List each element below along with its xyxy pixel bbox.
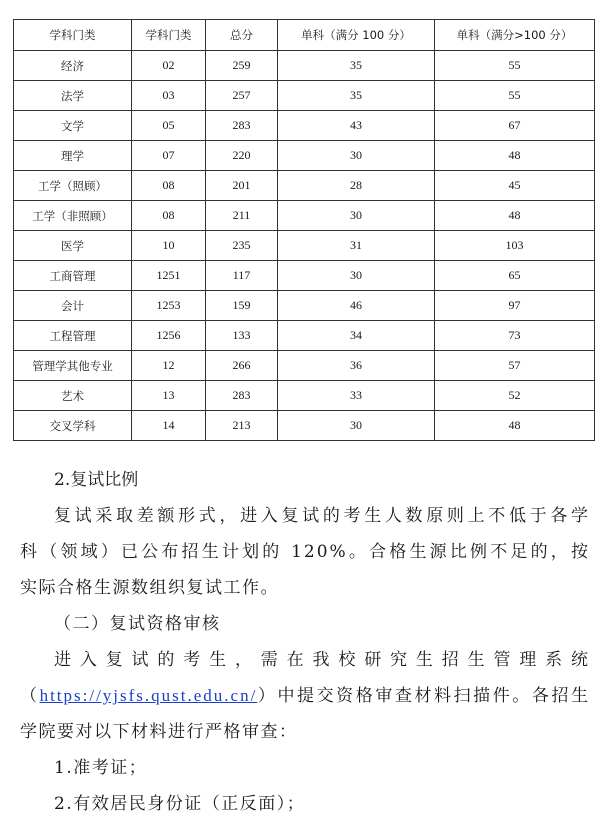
table-row (14, 261, 595, 291)
table-header-row (14, 20, 595, 51)
table-row (14, 381, 595, 411)
table-row (14, 321, 595, 351)
list-item-admission-ticket: 1.准考证； (54, 758, 148, 778)
cell-single-over-100: 45 (435, 171, 595, 201)
cell-category: 工学（照顾） (14, 171, 132, 201)
score-table (13, 19, 595, 441)
table-row (14, 141, 595, 171)
cell-total-score: 201 (206, 171, 278, 201)
review-paragraph-line-1: 进入复试的考生，需在我校研究生招生管理系统 (54, 650, 590, 670)
system-link[interactable]: https://yjsfs.qust.edu.cn/ (39, 686, 258, 705)
cell-total-score: 283 (206, 111, 278, 141)
cell-single-100: 28 (278, 171, 435, 201)
cell-category: 医学 (14, 231, 132, 261)
cell-single-100: 31 (278, 231, 435, 261)
review-paragraph-line-3: 学院要对以下材料进行严格审查： (20, 722, 298, 742)
cell-single-over-100: 67 (435, 111, 595, 141)
paren-open: （ (20, 686, 40, 706)
cell-category: 管理学其他专业 (14, 351, 132, 381)
cell-single-over-100: 48 (435, 201, 595, 231)
header-single-over-100: 单科（满分>100 分） (435, 20, 595, 51)
cell-total-score: 259 (206, 51, 278, 81)
cell-single-over-100: 103 (435, 231, 595, 261)
cell-category-code: 03 (132, 81, 206, 111)
cell-category-code: 08 (132, 201, 206, 231)
ratio-paragraph-line-1: 复试采取差额形式，进入复试的考生人数原则上不低于各学 (54, 506, 590, 526)
cell-total-score: 159 (206, 291, 278, 321)
cell-total-score: 211 (206, 201, 278, 231)
cell-category-code: 07 (132, 141, 206, 171)
cell-single-100: 43 (278, 111, 435, 141)
table-row (14, 51, 595, 81)
cell-category-code: 10 (132, 231, 206, 261)
review-paragraph-line-2 (20, 678, 590, 714)
cell-category-code: 1253 (132, 291, 206, 321)
cell-category: 经济 (14, 51, 132, 81)
header-category: 学科门类 (14, 20, 132, 51)
cell-single-over-100: 48 (435, 141, 595, 171)
cell-category-code: 02 (132, 51, 206, 81)
cell-single-100: 34 (278, 321, 435, 351)
cell-total-score: 257 (206, 81, 278, 111)
cell-single-100: 30 (278, 201, 435, 231)
ratio-paragraph-line-2: 科（领域）已公布招生计划的 120%。合格生源比例不足的，按 (20, 542, 590, 562)
cell-category-code: 1256 (132, 321, 206, 351)
cell-category: 交叉学科 (14, 411, 132, 441)
cell-category: 会计 (14, 291, 132, 321)
cell-single-over-100: 55 (435, 51, 595, 81)
cell-category: 文学 (14, 111, 132, 141)
document-body (20, 462, 590, 822)
ratio-paragraph-line-3: 实际合格生源数组织复试工作。 (20, 578, 279, 598)
table-row (14, 171, 595, 201)
subsection-title-review: （二）复试资格审核 (54, 614, 221, 634)
cell-single-100: 33 (278, 381, 435, 411)
cell-total-score: 133 (206, 321, 278, 351)
cell-single-100: 30 (278, 141, 435, 171)
header-single-100: 单科（满分 100 分） (278, 20, 435, 51)
cell-single-over-100: 73 (435, 321, 595, 351)
table-row (14, 81, 595, 111)
cell-category-code: 12 (132, 351, 206, 381)
cell-total-score: 266 (206, 351, 278, 381)
cell-category: 工学（非照顾） (14, 201, 132, 231)
table-row (14, 291, 595, 321)
cell-category-code: 13 (132, 381, 206, 411)
cell-category-code: 14 (132, 411, 206, 441)
cell-category: 理学 (14, 141, 132, 171)
review-line-2-text: ）中提交资格审查材料扫描件。各招生 (257, 686, 591, 706)
table-row (14, 351, 595, 381)
cell-single-100: 46 (278, 291, 435, 321)
table-row (14, 411, 595, 441)
cell-single-over-100: 48 (435, 411, 595, 441)
cell-single-100: 30 (278, 411, 435, 441)
cell-category: 法学 (14, 81, 132, 111)
cell-category-code: 1251 (132, 261, 206, 291)
cell-total-score: 235 (206, 231, 278, 261)
cell-category: 工程管理 (14, 321, 132, 351)
cell-single-over-100: 97 (435, 291, 595, 321)
cell-category: 艺术 (14, 381, 132, 411)
section-title-ratio: 2.复试比例 (54, 470, 139, 490)
cell-category-code: 05 (132, 111, 206, 141)
cell-single-over-100: 65 (435, 261, 595, 291)
cell-total-score: 213 (206, 411, 278, 441)
header-category-code: 学科门类 (132, 20, 206, 51)
cell-total-score: 117 (206, 261, 278, 291)
cell-single-over-100: 57 (435, 351, 595, 381)
cell-single-100: 30 (278, 261, 435, 291)
table-row (14, 231, 595, 261)
table-row (14, 111, 595, 141)
cell-total-score: 283 (206, 381, 278, 411)
cell-single-100: 35 (278, 51, 435, 81)
list-item-id-card: 2.有效居民身份证（正反面）； (54, 794, 306, 814)
cell-single-over-100: 52 (435, 381, 595, 411)
cell-single-over-100: 55 (435, 81, 595, 111)
cell-single-100: 35 (278, 81, 435, 111)
table-row (14, 201, 595, 231)
cell-category: 工商管理 (14, 261, 132, 291)
cell-single-100: 36 (278, 351, 435, 381)
cell-total-score: 220 (206, 141, 278, 171)
header-total: 总分 (206, 20, 278, 51)
cell-category-code: 08 (132, 171, 206, 201)
